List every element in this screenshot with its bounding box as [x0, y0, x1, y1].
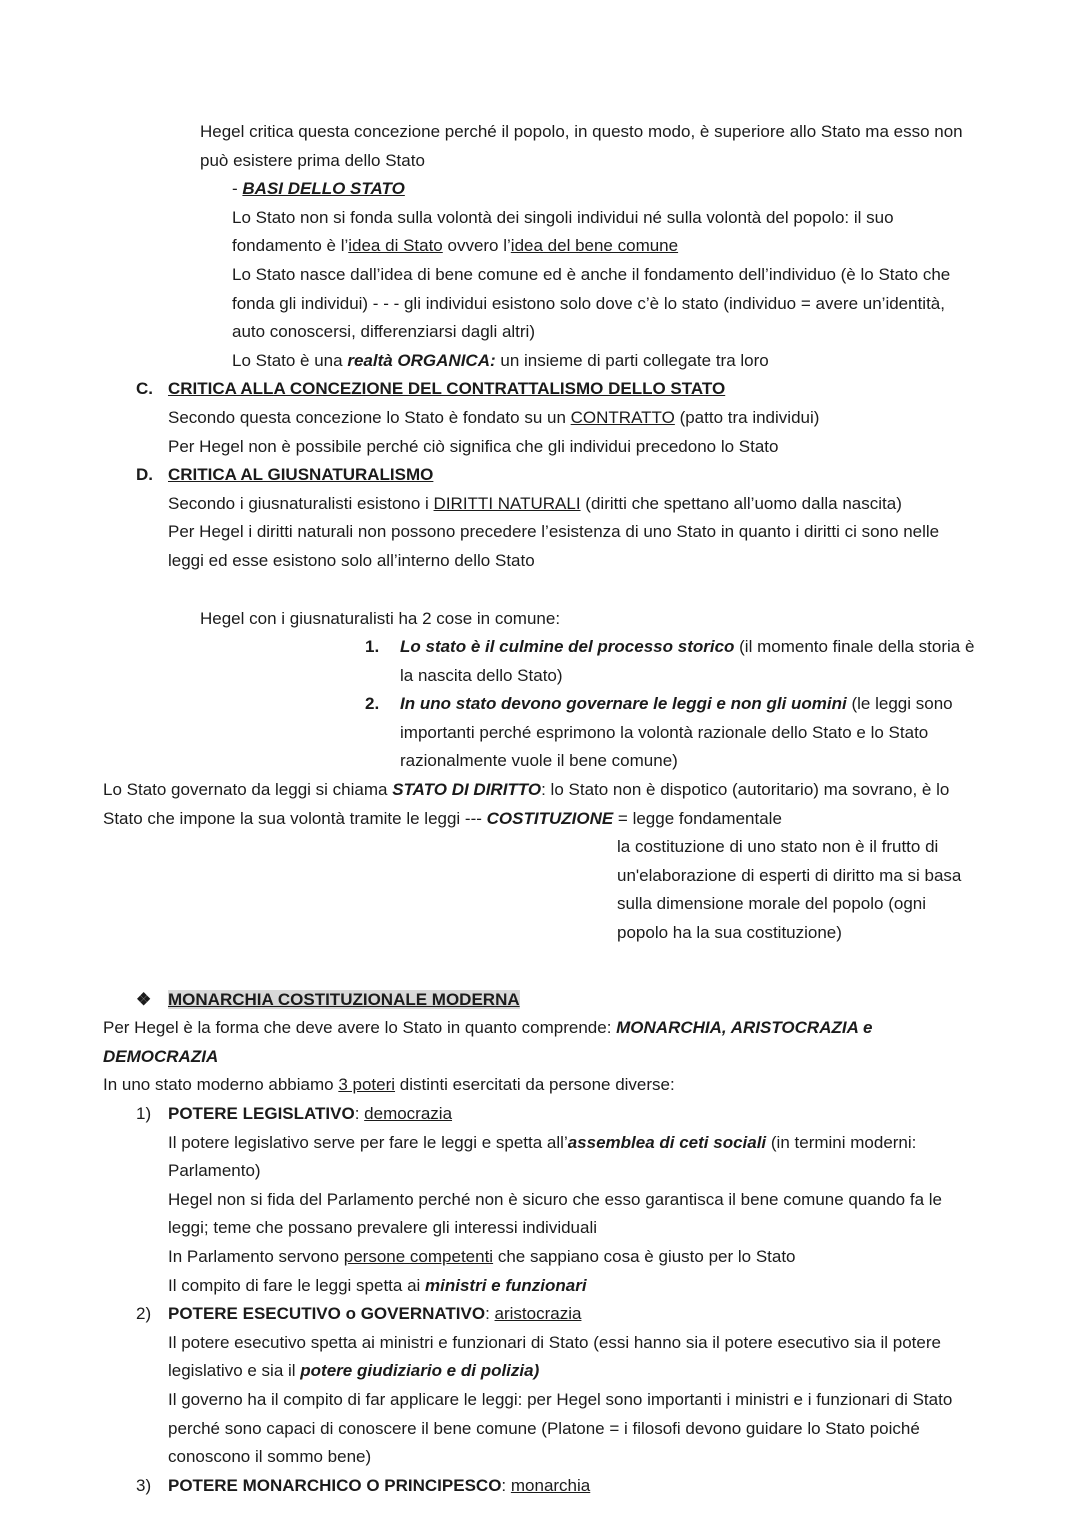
text-run: Lo Stato governato da leggi si chiama	[103, 780, 393, 800]
text-run: la costituzione di uno stato non è il frutto di un'elaborazione di esperti di diritto ma si basa sulla dimensione morale del popolo (ogni popolo ha la sua costituzione)	[617, 837, 962, 943]
text-run: che sappiano cosa è giusto per lo Stato	[493, 1246, 796, 1266]
text-run: un insieme di parti collegate tra loro	[495, 350, 769, 370]
text-run: aristocrazia	[494, 1304, 582, 1324]
paragraph	[103, 605, 978, 634]
text-run: Il compito di fare le leggi spetta ai	[168, 1275, 426, 1295]
text-run: : lo Stato non è dispotico (autoritario) ma sovrano, è lo Stato che impone la sua volontà tramite le leggi ---	[103, 780, 950, 828]
paragraph	[103, 833, 978, 947]
list-item-body	[168, 461, 978, 490]
text-run: (patto tra individui)	[674, 407, 820, 427]
list-item-body	[168, 1472, 978, 1501]
text-run: Lo Stato è una	[232, 350, 348, 370]
paragraph	[103, 776, 978, 833]
list-item-body	[168, 1300, 978, 1329]
list-marker: 1.	[365, 637, 380, 657]
list-marker: 2.	[365, 694, 380, 714]
paragraph	[103, 347, 978, 376]
text-run: Per Hegel non è possibile perché ciò significa che gli individui precedono lo Stato	[168, 436, 779, 456]
text-run: POTERE MONARCHICO O PRINCIPESCO	[168, 1475, 502, 1495]
text-run: In uno stato moderno abbiamo	[103, 1075, 339, 1095]
text-run: Lo Stato non si fonda sulla volontà dei singoli individui né sulla volontà del popolo: il suo fondamento è l’	[232, 207, 894, 256]
text-run: (le leggi sono importanti perché esprimono la volontà razionale dello Stato e lo Stato razionalmente vuole il bene comune)	[400, 694, 953, 771]
text-run: idea del bene comune	[510, 236, 679, 256]
text-run: = legge fondamentale	[613, 808, 782, 828]
list-marker: 3)	[136, 1475, 152, 1495]
paragraph	[103, 1329, 978, 1386]
list-marker: C.	[136, 379, 153, 399]
list-marker: 1)	[136, 1104, 152, 1123]
text-run: idea di Stato	[348, 236, 443, 256]
text-run: BASI DELLO STATO	[242, 179, 405, 199]
paragraph	[103, 118, 978, 175]
paragraph	[103, 404, 978, 433]
text-run: 3 poteri	[338, 1075, 396, 1095]
list-item	[103, 1472, 978, 1501]
list-item-body	[168, 375, 978, 404]
text-run: potere giudiziario e di polizia)	[300, 1361, 540, 1381]
sub-heading	[103, 175, 978, 204]
list-item-body	[400, 633, 978, 690]
text-run: CONTRATTO	[570, 407, 675, 427]
list-item	[103, 1100, 978, 1129]
text-run: ministri e funzionari	[425, 1275, 587, 1295]
list-item	[103, 461, 978, 490]
text-run: persone competenti	[343, 1246, 494, 1266]
paragraph	[103, 1071, 978, 1100]
text-run: Secondo i giusnaturalisti esistono i	[168, 493, 434, 513]
list-item	[103, 690, 978, 776]
vertical-spacer	[103, 948, 978, 986]
list-item-body	[400, 690, 978, 776]
text-run: ovvero l’	[442, 236, 511, 256]
text-run: DIRITTI NATURALI	[433, 493, 581, 513]
paragraph	[103, 1129, 978, 1186]
text-run: monarchia	[510, 1475, 591, 1495]
paragraph	[103, 433, 978, 462]
paragraph	[103, 1272, 978, 1301]
text-run: STATO DI DIRITTO	[392, 780, 542, 800]
text-run: Hegel critica questa concezione perché il popolo, in questo modo, è superiore allo Stato ma esso non può esistere prima dello Stato	[200, 122, 963, 170]
text-run: COSTITUZIONE	[486, 808, 614, 828]
text-run: Lo stato è il culmine del processo storico	[400, 637, 735, 657]
list-item	[103, 1300, 978, 1329]
text-run: (in termini moderni: Parlamento)	[168, 1132, 917, 1181]
paragraph	[103, 1014, 978, 1071]
text-run: (il momento finale della storia è la nascita dello Stato)	[400, 637, 975, 685]
section-heading	[103, 986, 978, 1015]
text-run: :	[501, 1475, 511, 1495]
text-run: In uno stato devono governare le leggi e non gli uomini	[400, 694, 847, 714]
text-run: CRITICA ALLA CONCEZIONE DEL CONTRATTALISMO DELLO STATO	[168, 379, 726, 399]
list-item	[103, 375, 978, 404]
list-item-body	[168, 986, 978, 1015]
text-run: :	[354, 1104, 365, 1123]
text-run: -	[232, 179, 243, 199]
document-body	[103, 118, 978, 1500]
text-run: In Parlamento servono	[168, 1246, 344, 1266]
text-run: Lo Stato nasce dall’idea di bene comune ed è anche il fondamento dell’individuo (è lo Stato che fonda gli individui) - - - gli individui esistono solo dove c’è lo stato (individuo = avere un’identità, auto conoscersi, differenziarsi dagli altri)	[232, 264, 951, 342]
text-run: assemblea di ceti sociali	[567, 1132, 767, 1152]
text-run: Hegel non si fida del Parlamento perché non è sicuro che esso garantisca il bene comune quando fa le leggi; teme che possano prevalere gli interessi individuali	[168, 1189, 942, 1238]
paragraph	[103, 1243, 978, 1272]
text-run: POTERE ESECUTIVO o GOVERNATIVO	[168, 1304, 486, 1324]
text-run: MONARCHIA, ARISTOCRAZIA e DEMOCRAZIA	[103, 1018, 873, 1066]
paragraph	[103, 261, 978, 347]
list-marker: 2)	[136, 1304, 152, 1324]
vertical-spacer	[103, 576, 978, 605]
list-marker: ❖	[136, 989, 152, 1009]
text-run: (diritti che spettano all’uomo dalla nascita)	[580, 493, 902, 513]
text-run: :	[485, 1304, 495, 1324]
paragraph	[103, 490, 978, 519]
text-run: distinti esercitati da persone diverse:	[395, 1075, 675, 1095]
list-item-body	[168, 1100, 978, 1129]
paragraph	[103, 1386, 978, 1472]
text-run: POTERE LEGISLATIVO	[168, 1104, 355, 1123]
paragraph	[103, 518, 978, 575]
paragraph	[103, 1186, 978, 1243]
list-marker: D.	[136, 465, 153, 485]
text-run: democrazia	[364, 1104, 453, 1123]
text-run: Il potere esecutivo spetta ai ministri e funzionari di Stato (essi hanno sia il potere esecutivo sia il potere legislativo e sia il	[168, 1332, 941, 1381]
text-run: realtà ORGANICA:	[347, 350, 496, 370]
text-run: CRITICA AL GIUSNATURALISMO	[168, 465, 434, 485]
text-run: Per Hegel è la forma che deve avere lo Stato in quanto comprende:	[103, 1018, 617, 1038]
text-run: Il potere legislativo serve per fare le leggi e spetta all’	[168, 1132, 568, 1152]
paragraph	[103, 204, 978, 261]
text-run: Il governo ha il compito di far applicare le leggi: per Hegel sono importanti i ministri e i funzionari di Stato perché sono capaci di conoscere il bene comune (Platone = i filosofi devono guidare lo Stato poiché conoscono il sommo bene)	[168, 1389, 953, 1467]
text-run: Per Hegel i diritti naturali non possono precedere l’esistenza di uno Stato in quanto i diritti ci sono nelle leggi ed esse esistono solo all’interno dello Stato	[168, 522, 940, 570]
text-run: Secondo questa concezione lo Stato è fondato su un	[168, 407, 571, 427]
text-run: MONARCHIA COSTITUZIONALE MODERNA	[168, 989, 520, 1009]
text-run: Hegel con i giusnaturalisti ha 2 cose in comune:	[200, 608, 561, 628]
list-item	[103, 633, 978, 690]
